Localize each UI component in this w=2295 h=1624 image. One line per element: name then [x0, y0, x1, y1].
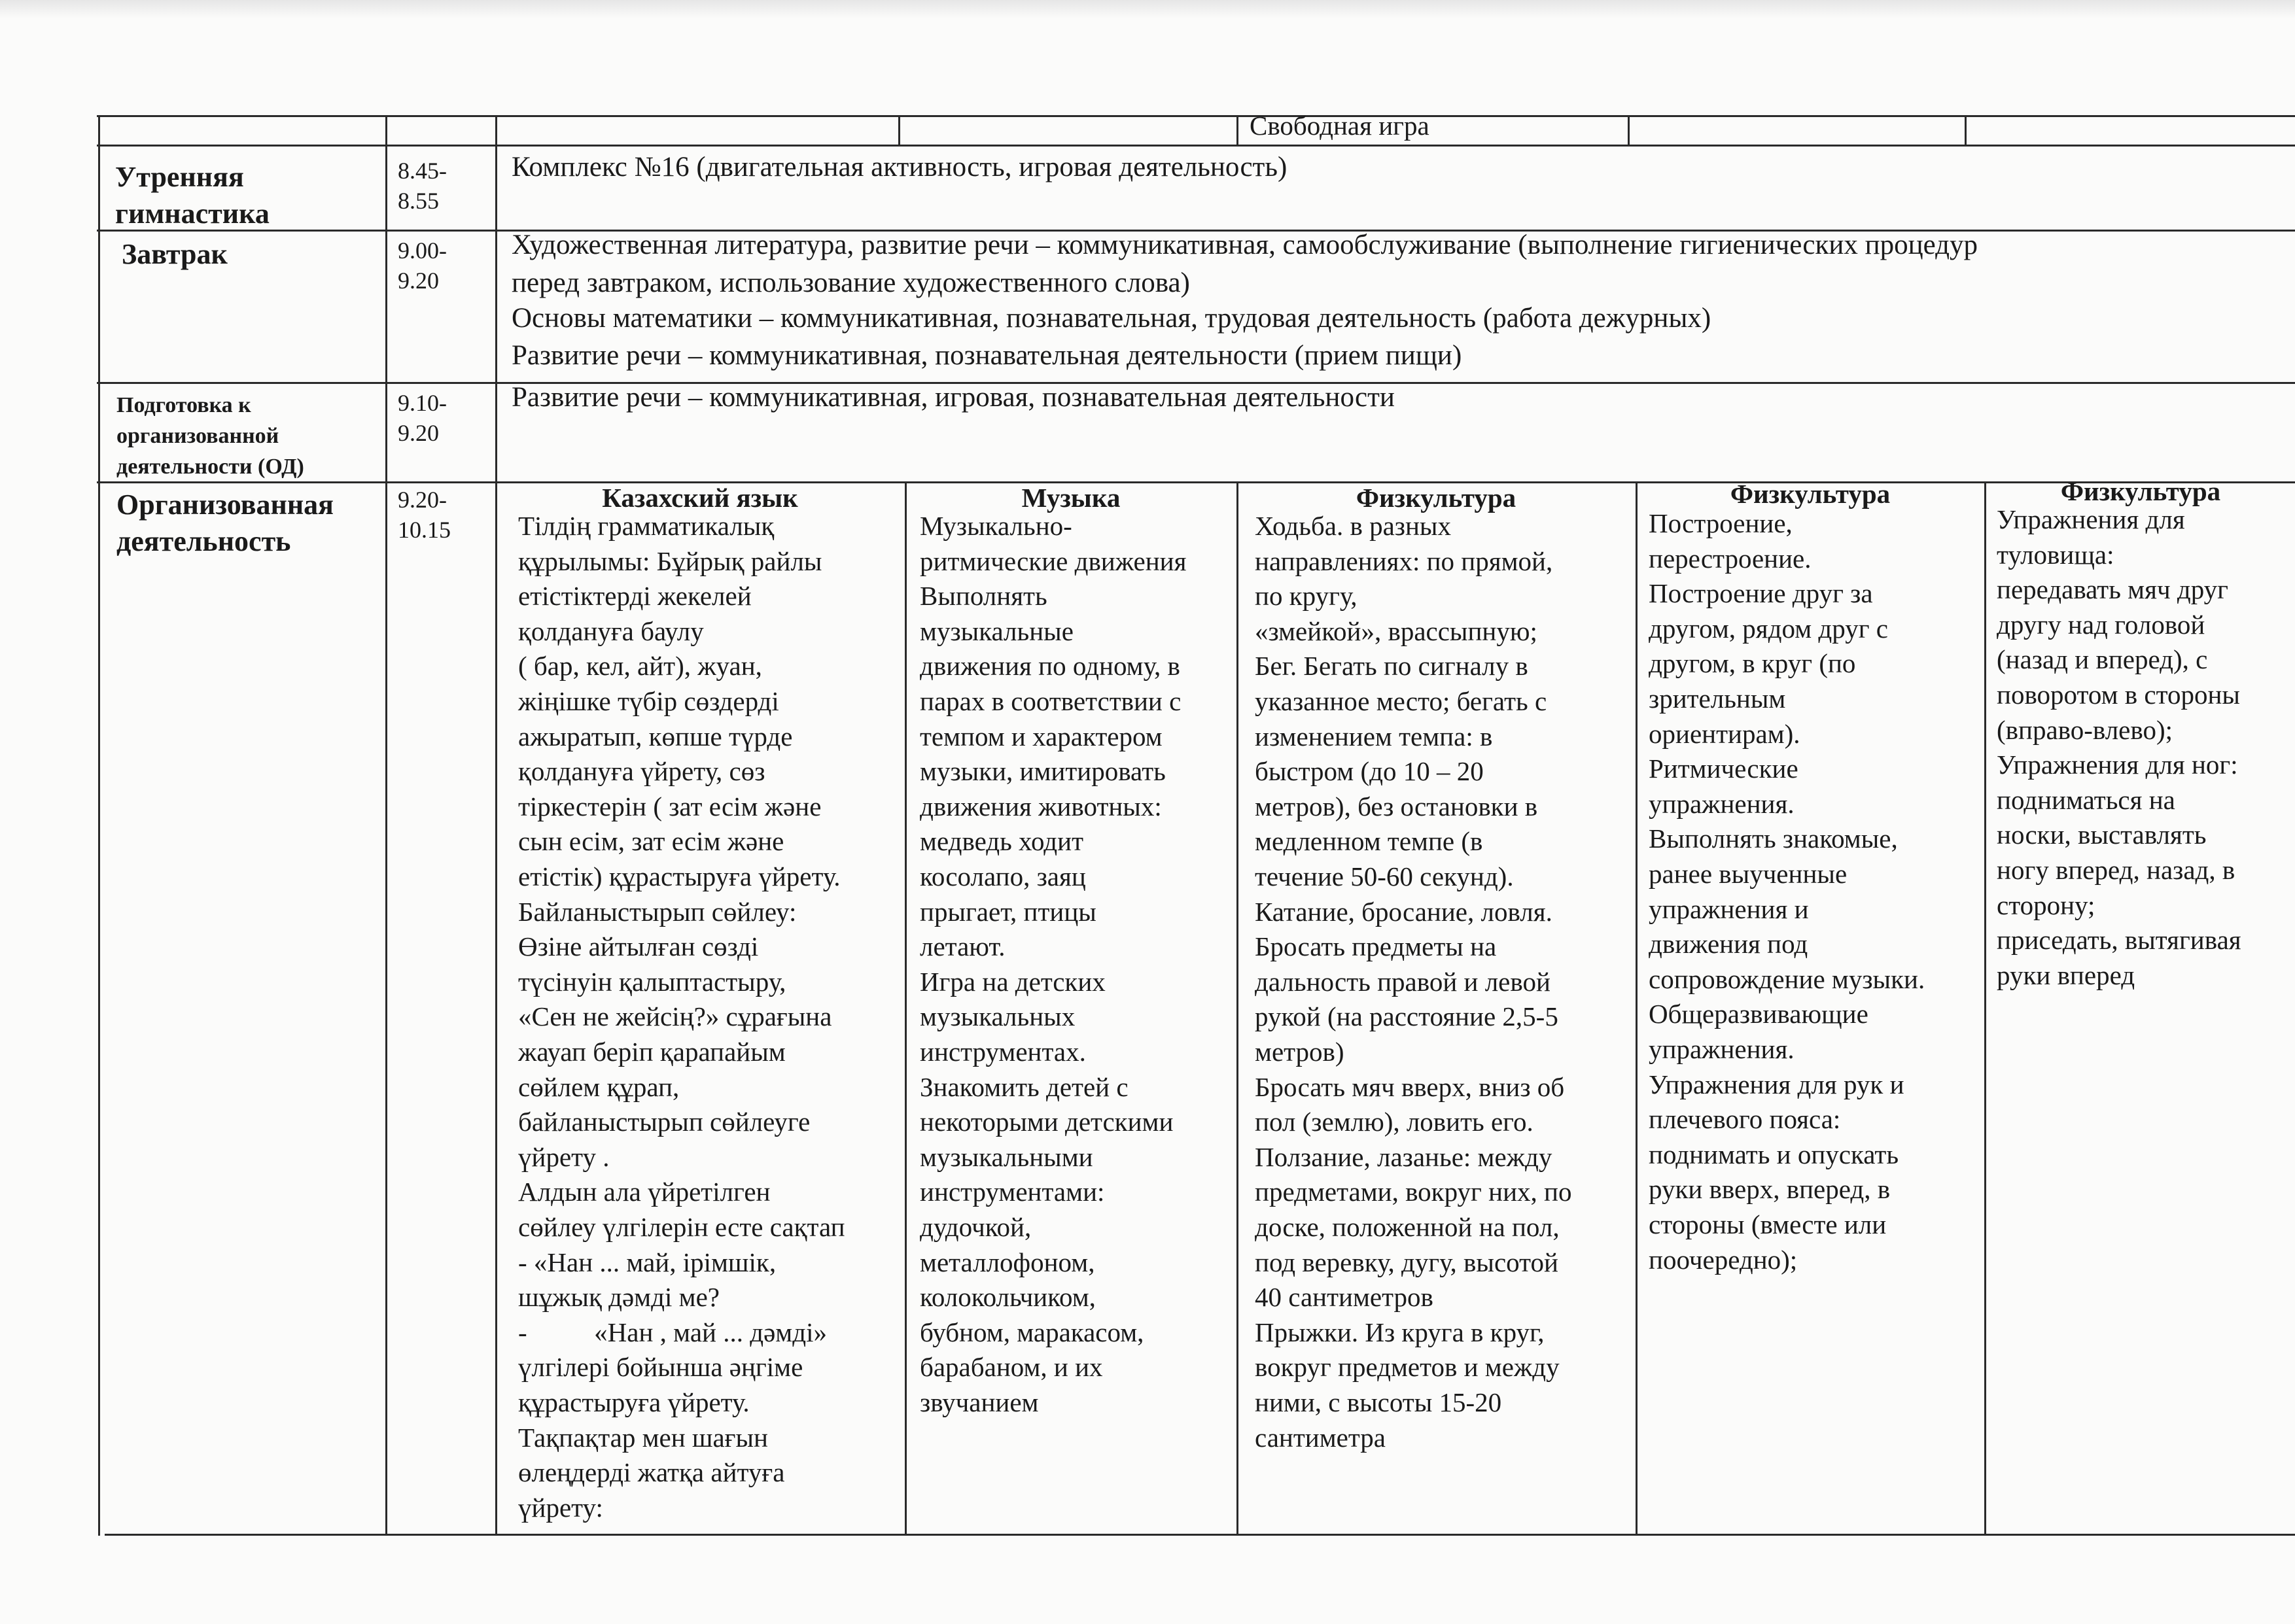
- subject-line: направлениях: по прямой,: [1255, 545, 1553, 576]
- subject-line: Выполнять знакомые,: [1649, 823, 1898, 854]
- subject-line: ажыратып, көпше түрде: [518, 721, 793, 752]
- row-time: 9.10- 9.20: [398, 390, 447, 446]
- activity-line: Развитие речи – коммуникативная, игровая, познавательная деятельности: [512, 382, 1395, 413]
- subject-line: ( бар, кел, айт), жуан,: [518, 651, 762, 682]
- subject-line: вокруг предметов и между: [1255, 1352, 1560, 1383]
- subject-line: (вправо-влево);: [1997, 714, 2173, 745]
- subject-line: музыкальными: [920, 1141, 1093, 1172]
- row-label-morning-exercise: Утренняя гимнастика: [115, 161, 270, 230]
- subject-line: «Сен не жейсің?» сұрағына: [518, 1001, 832, 1032]
- subject-line: Знакомить детей с: [920, 1071, 1129, 1102]
- subject-line: Прыжки. Из круга в круг,: [1255, 1317, 1545, 1347]
- subject-line: некоторыми детскими: [920, 1107, 1174, 1137]
- subject-line: поочередно);: [1649, 1244, 1798, 1275]
- subject-line: Алдын ала үйретілген: [518, 1177, 771, 1207]
- subject-line: етістік) құрастыруға үйрету.: [518, 861, 841, 891]
- subject-line: инструментами:: [920, 1177, 1105, 1207]
- activity-line: Основы математики – коммуникативная, познавательная, трудовая деятельность (работа дежурных): [512, 303, 1711, 334]
- subject-line: құрылымы: Бұйрық райлы: [518, 545, 822, 576]
- subject-line: байланыстырып сөйлеуге: [518, 1107, 811, 1137]
- subject-line: другом, в круг (по: [1649, 648, 1856, 679]
- subject-line: по кругу,: [1255, 581, 1358, 612]
- subject-line: рукой (на расстояние 2,5-5: [1255, 1001, 1558, 1032]
- subject-line: Бросать предметы на: [1255, 931, 1497, 962]
- subject-line: ногу вперед, назад, в: [1997, 855, 2235, 885]
- col-line: [385, 115, 387, 1536]
- subject-line: үйрету .: [518, 1141, 610, 1172]
- subject-line: пол (землю), ловить его.: [1255, 1107, 1533, 1137]
- subject-line: движения по одному, в: [920, 651, 1180, 682]
- subject-line: зрительным: [1649, 683, 1786, 714]
- subject-line: Ходьба. в разных: [1255, 511, 1451, 541]
- col-line: [1628, 115, 1630, 147]
- activity-line: перед завтраком, использование художественного слова): [512, 268, 1190, 298]
- subject-line: Игра на детских: [920, 966, 1106, 997]
- subject-line: движения под: [1649, 929, 1808, 959]
- col-line: [898, 115, 900, 147]
- subject-line: түсінуін қалыптастыру,: [518, 966, 786, 997]
- subject-line: поворотом в стороны: [1997, 680, 2240, 710]
- subject-line: қолдануға үйрету, сөз: [518, 756, 765, 787]
- subject-line: Ритмические: [1649, 753, 1798, 784]
- subject-line: Ползание, лазанье: между: [1255, 1141, 1552, 1172]
- subject-line: үйрету:: [518, 1492, 603, 1523]
- subject-line: ними, с высоты 15-20: [1255, 1387, 1502, 1417]
- subject-line: туловища:: [1997, 539, 2114, 570]
- subject-line: - «Нан , май ... дәмді»: [518, 1317, 827, 1347]
- subject-line: Упражнения для рук и: [1649, 1069, 1904, 1099]
- subject-title: Музыка: [1021, 483, 1121, 513]
- row-line: [105, 1534, 2295, 1536]
- subject-line: руки вверх, вперед, в: [1649, 1174, 1891, 1205]
- subject-line: жауап беріп қарапайым: [518, 1037, 786, 1067]
- subject-line: доске, положенной на пол,: [1255, 1212, 1560, 1242]
- subject-line: перестроение.: [1649, 543, 1812, 574]
- subject-line: под веревку, дугу, высотой: [1255, 1247, 1558, 1277]
- subject-line: другом, рядом друг с: [1649, 613, 1888, 644]
- subject-line: Построение,: [1649, 508, 1793, 538]
- col-line: [495, 115, 497, 1536]
- row-label-breakfast: Завтрак: [122, 238, 228, 270]
- row-time: 9.00- 9.20: [398, 237, 447, 294]
- subject-line: 40 сантиметров: [1255, 1282, 1433, 1313]
- activity-line: Художественная литература, развитие речи – коммуникативная, самообслуживание (выполнение гигиенических процедур: [512, 230, 1978, 260]
- subject-title: Казахский язык: [602, 483, 798, 513]
- subject-line: Упражнения для: [1997, 504, 2185, 534]
- subject-line: металлофоном,: [920, 1247, 1095, 1277]
- subject-line: сөйлем құрап,: [518, 1071, 680, 1102]
- subject-line: колокольчиком,: [920, 1282, 1096, 1313]
- subject-line: «змейкой», врассыпную;: [1255, 615, 1537, 646]
- subject-line: Катание, бросание, ловля.: [1255, 896, 1552, 927]
- subject-line: сопровождение музыки.: [1649, 963, 1925, 994]
- subject-line: жіңішке түбір сөздерді: [518, 686, 779, 716]
- subject-line: плечевого пояса:: [1649, 1104, 1841, 1135]
- subject-line: указанное место; бегать с: [1255, 686, 1547, 716]
- subject-line: движения животных:: [920, 791, 1162, 821]
- subject-line: метров), без остановки в: [1255, 791, 1538, 821]
- col-line: [98, 115, 100, 1536]
- col-line: [1236, 115, 1238, 147]
- row-label-organized-activity: Организованная деятельность: [116, 489, 334, 557]
- subject-line: (назад и вперед), с: [1997, 644, 2208, 675]
- col-line: [1984, 481, 1986, 1536]
- subject-line: Общеразвивающие: [1649, 999, 1868, 1029]
- subject-line: Выполнять: [920, 581, 1047, 612]
- subject-line: упражнения.: [1649, 788, 1795, 819]
- subject-line: музыкальных: [920, 1001, 1076, 1032]
- subject-line: медленном темпе (в: [1255, 826, 1483, 857]
- subject-line: носки, выставлять: [1997, 820, 2207, 850]
- subject-line: етістіктерді жекелей: [518, 581, 752, 612]
- subject-line: стороны (вместе или: [1649, 1209, 1887, 1239]
- subject-line: медведь ходит: [920, 826, 1084, 857]
- subject-line: упражнения.: [1649, 1034, 1795, 1064]
- subject-line: подниматься на: [1997, 784, 2175, 815]
- subject-line: темпом и характером: [920, 721, 1163, 752]
- row-label-od-preparation: Подготовка к организованной деятельности (ОД): [116, 393, 304, 479]
- subject-line: летают.: [920, 931, 1006, 962]
- free-play-label: Свободная игра: [1250, 111, 1429, 141]
- subject-line: барабаном, и их: [920, 1352, 1103, 1383]
- subject-line: сантиметра: [1255, 1422, 1386, 1453]
- subject-line: руки вперед: [1997, 959, 2135, 990]
- subject-line: Байланыстырып сөйлеу:: [518, 896, 797, 927]
- subject-line: шұжық дәмді ме?: [518, 1282, 720, 1313]
- subject-line: дальность правой и левой: [1255, 966, 1550, 997]
- subject-line: сын есім, зат есім және: [518, 826, 784, 857]
- subject-line: косолапо, заяц: [920, 861, 1086, 891]
- subject-line: поднимать и опускать: [1649, 1139, 1899, 1169]
- subject-line: Музыкально-: [920, 511, 1072, 541]
- subject-line: бубном, маракасом,: [920, 1317, 1144, 1347]
- subject-line: течение 50-60 секунд).: [1255, 861, 1514, 891]
- subject-line: Бросать мяч вверх, вниз об: [1255, 1071, 1565, 1102]
- row-time: 8.45- 8.55: [398, 158, 447, 214]
- row-time: 9.20- 10.15: [398, 487, 451, 543]
- subject-line: үлгілері бойынша әңгіме: [518, 1352, 803, 1383]
- subject-line: Тақпақтар мен шағын: [518, 1422, 768, 1453]
- subject-line: ориентирам).: [1649, 718, 1800, 749]
- subject-line: передавать мяч друг: [1997, 574, 2228, 605]
- activity-line: Развитие речи – коммуникативная, познавательная деятельности (прием пищи): [512, 340, 1462, 371]
- subject-line: ранее выученные: [1649, 859, 1848, 889]
- subject-line: құрастыруға үйрету.: [518, 1387, 750, 1417]
- subject-line: упражнения и: [1649, 893, 1809, 924]
- col-line: [905, 481, 907, 1536]
- subject-line: ритмические движения: [920, 545, 1187, 576]
- subject-title: Физкультура: [1356, 483, 1516, 513]
- subject-line: қолдануға баулу: [518, 615, 704, 646]
- subject-line: музыки, имитировать: [920, 756, 1166, 787]
- subject-line: быстром (до 10 – 20: [1255, 756, 1484, 787]
- subject-line: звучанием: [920, 1387, 1039, 1417]
- subject-title: Физкультура: [2060, 476, 2221, 506]
- subject-line: Построение друг за: [1649, 578, 1873, 609]
- col-line: [1636, 481, 1638, 1536]
- col-line: [1236, 481, 1238, 1536]
- subject-line: дудочкой,: [920, 1212, 1032, 1242]
- subject-line: сөйлеу үлгілерін есте сақтап: [518, 1212, 845, 1242]
- subject-line: Өзіне айтылған сөзді: [518, 931, 759, 962]
- subject-line: изменением темпа: в: [1255, 721, 1493, 752]
- subject-line: инструментах.: [920, 1037, 1086, 1067]
- subject-line: Бег. Бегать по сигналу в: [1255, 651, 1528, 682]
- subject-line: Тілдің грамматикалық: [518, 511, 775, 541]
- subject-line: өлеңдерді жатқа айтуға: [518, 1457, 785, 1488]
- subject-title: Физкультура: [1730, 479, 1891, 509]
- subject-line: сторону;: [1997, 890, 2095, 920]
- subject-line: другу над головой: [1997, 609, 2205, 640]
- subject-line: приседать, вытягивая: [1997, 925, 2241, 956]
- subject-line: прыгает, птицы: [920, 896, 1096, 927]
- subject-line: метров): [1255, 1037, 1344, 1067]
- activity-line: Комплекс №16 (двигательная активность, игровая деятельность): [512, 152, 1288, 182]
- subject-line: парах в соответствии с: [920, 686, 1182, 716]
- subject-line: - «Нан ... май, ірімшік,: [518, 1247, 777, 1277]
- subject-line: Упражнения для ног:: [1997, 750, 2238, 780]
- subject-line: тіркестерін ( зат есім және: [518, 791, 822, 821]
- subject-line: музыкальные: [920, 615, 1074, 646]
- subject-line: предметами, вокруг них, по: [1255, 1177, 1572, 1207]
- col-line: [1965, 115, 1967, 147]
